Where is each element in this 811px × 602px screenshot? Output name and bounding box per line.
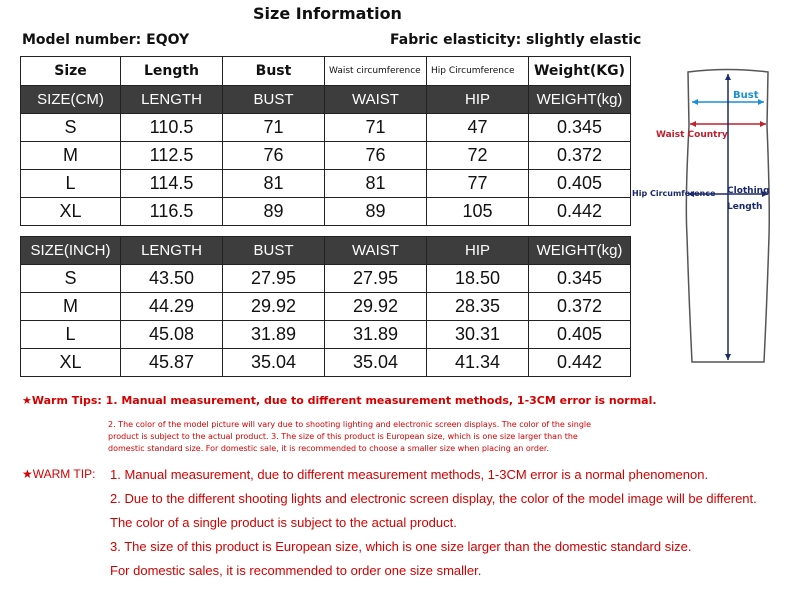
table-cell: 0.442 <box>529 349 631 377</box>
table-cell: 71 <box>325 114 427 142</box>
table-cell: 105 <box>427 198 529 226</box>
table-cell: M <box>21 293 121 321</box>
table-header-row-inch <box>21 237 631 265</box>
table-cell: 77 <box>427 170 529 198</box>
table-cell: 31.89 <box>325 321 427 349</box>
header-cell: HIP <box>427 86 529 114</box>
header-cell: WAIST <box>325 86 427 114</box>
table-cell: 116.5 <box>121 198 223 226</box>
tip-small-line: 2. The color of the model picture will vary due to shooting lighting and electronic screen displays. The color of the single <box>108 420 592 429</box>
tip-small-line: product is subject to the actual product. 3. The size of this product is European size, which is one size larger than the <box>108 432 578 441</box>
tip2-line: The color of a single product is subject to the actual product. <box>110 515 457 530</box>
table-cell: XL <box>21 349 121 377</box>
header-cell: BUST <box>223 86 325 114</box>
table-cell: 0.405 <box>529 321 631 349</box>
tip-small-line: domestic standard size. For domestic sale, it is recommended to choose a smaller size when placing an order. <box>108 444 549 453</box>
table-row <box>21 265 631 293</box>
header-cell: SIZE(CM) <box>21 86 121 114</box>
header-cell: SIZE(INCH) <box>21 237 121 265</box>
header-cell: LENGTH <box>121 86 223 114</box>
table-row <box>21 293 631 321</box>
table-row <box>21 142 631 170</box>
warm-tip-2-heading: ★WARM TIP: <box>22 467 96 481</box>
header-bust: Bust <box>223 57 325 86</box>
tip2-line: 3. The size of this product is European size, which is one size larger than the domestic standard size. <box>110 539 692 554</box>
header-cell: LENGTH <box>121 237 223 265</box>
table-cell: 35.04 <box>223 349 325 377</box>
header-length: Length <box>121 57 223 86</box>
fabric-elasticity: Fabric elasticity: slightly elastic <box>390 32 642 48</box>
table-cell: M <box>21 142 121 170</box>
table-cell: 45.87 <box>121 349 223 377</box>
table-cell: 0.405 <box>529 170 631 198</box>
table-header-row <box>21 57 631 86</box>
table-row <box>21 114 631 142</box>
table-cell: L <box>21 170 121 198</box>
table-cell: 47 <box>427 114 529 142</box>
table-cell: 0.345 <box>529 265 631 293</box>
header-cell: HIP <box>427 237 529 265</box>
table-cell: 31.89 <box>223 321 325 349</box>
table-cell: 27.95 <box>325 265 427 293</box>
tip2-line: 1. Manual measurement, due to different measurement methods, 1-3CM error is a normal phenomenon. <box>110 467 709 482</box>
table-cell: 27.95 <box>223 265 325 293</box>
table-row <box>21 349 631 377</box>
table-cell: 0.442 <box>529 198 631 226</box>
table-cell: 89 <box>223 198 325 226</box>
warm-tip-small <box>108 419 688 455</box>
table-cell: 89 <box>325 198 427 226</box>
table-cell: L <box>21 321 121 349</box>
table-cell: 43.50 <box>121 265 223 293</box>
table-cell: 35.04 <box>325 349 427 377</box>
table-cell: 28.35 <box>427 293 529 321</box>
skirt-outline-icon <box>630 66 811 366</box>
table-row <box>21 170 631 198</box>
table-cell: 76 <box>325 142 427 170</box>
header-cell: WEIGHT(kg) <box>529 86 631 114</box>
table-cell: 41.34 <box>427 349 529 377</box>
clothing-label: Clothing <box>727 186 770 196</box>
header-cell: WAIST <box>325 237 427 265</box>
table-cell: 18.50 <box>427 265 529 293</box>
table-cell: 81 <box>223 170 325 198</box>
table-cell: 112.5 <box>121 142 223 170</box>
size-table-cm <box>20 56 631 226</box>
table-cell: 72 <box>427 142 529 170</box>
table-cell: 0.345 <box>529 114 631 142</box>
waist-label: Waist Country <box>656 130 728 140</box>
table-cell: 114.5 <box>121 170 223 198</box>
header-hip: Hip Circumference <box>427 57 529 86</box>
table-cell: 44.29 <box>121 293 223 321</box>
table-cell: 29.92 <box>325 293 427 321</box>
page-title: Size Information <box>253 4 402 23</box>
garment-diagram <box>630 66 811 366</box>
length-label: Length <box>727 202 763 212</box>
table-cell: S <box>21 114 121 142</box>
table-header-row-cm <box>21 86 631 114</box>
header-weight: Weight(KG) <box>529 57 631 86</box>
table-row <box>21 198 631 226</box>
table-cell: 45.08 <box>121 321 223 349</box>
table-cell: 0.372 <box>529 293 631 321</box>
size-table-inch <box>20 236 631 377</box>
hip-label: Hip Circumference <box>632 189 716 198</box>
table-cell: 81 <box>325 170 427 198</box>
table-cell: 71 <box>223 114 325 142</box>
table-cell: 30.31 <box>427 321 529 349</box>
header-waist: Waist circumference <box>325 57 427 86</box>
table-cell: XL <box>21 198 121 226</box>
tip2-line: For domestic sales, it is recommended to order one size smaller. <box>110 563 482 578</box>
table-row <box>21 321 631 349</box>
table-cell: S <box>21 265 121 293</box>
table-cell: 76 <box>223 142 325 170</box>
warm-tip-1: ★Warm Tips: 1. Manual measurement, due to different measurement methods, 1-3CM error is normal. <box>22 394 657 407</box>
table-cell: 29.92 <box>223 293 325 321</box>
table-cell: 110.5 <box>121 114 223 142</box>
bust-label: Bust <box>733 90 759 101</box>
tip2-line: 2. Due to the different shooting lights and electronic screen display, the color of the model image will be different. <box>110 491 757 506</box>
table-cell: 0.372 <box>529 142 631 170</box>
header-cell: WEIGHT(kg) <box>529 237 631 265</box>
header-cell: BUST <box>223 237 325 265</box>
model-number: Model number: EQOY <box>22 32 190 48</box>
header-size: Size <box>21 57 121 86</box>
